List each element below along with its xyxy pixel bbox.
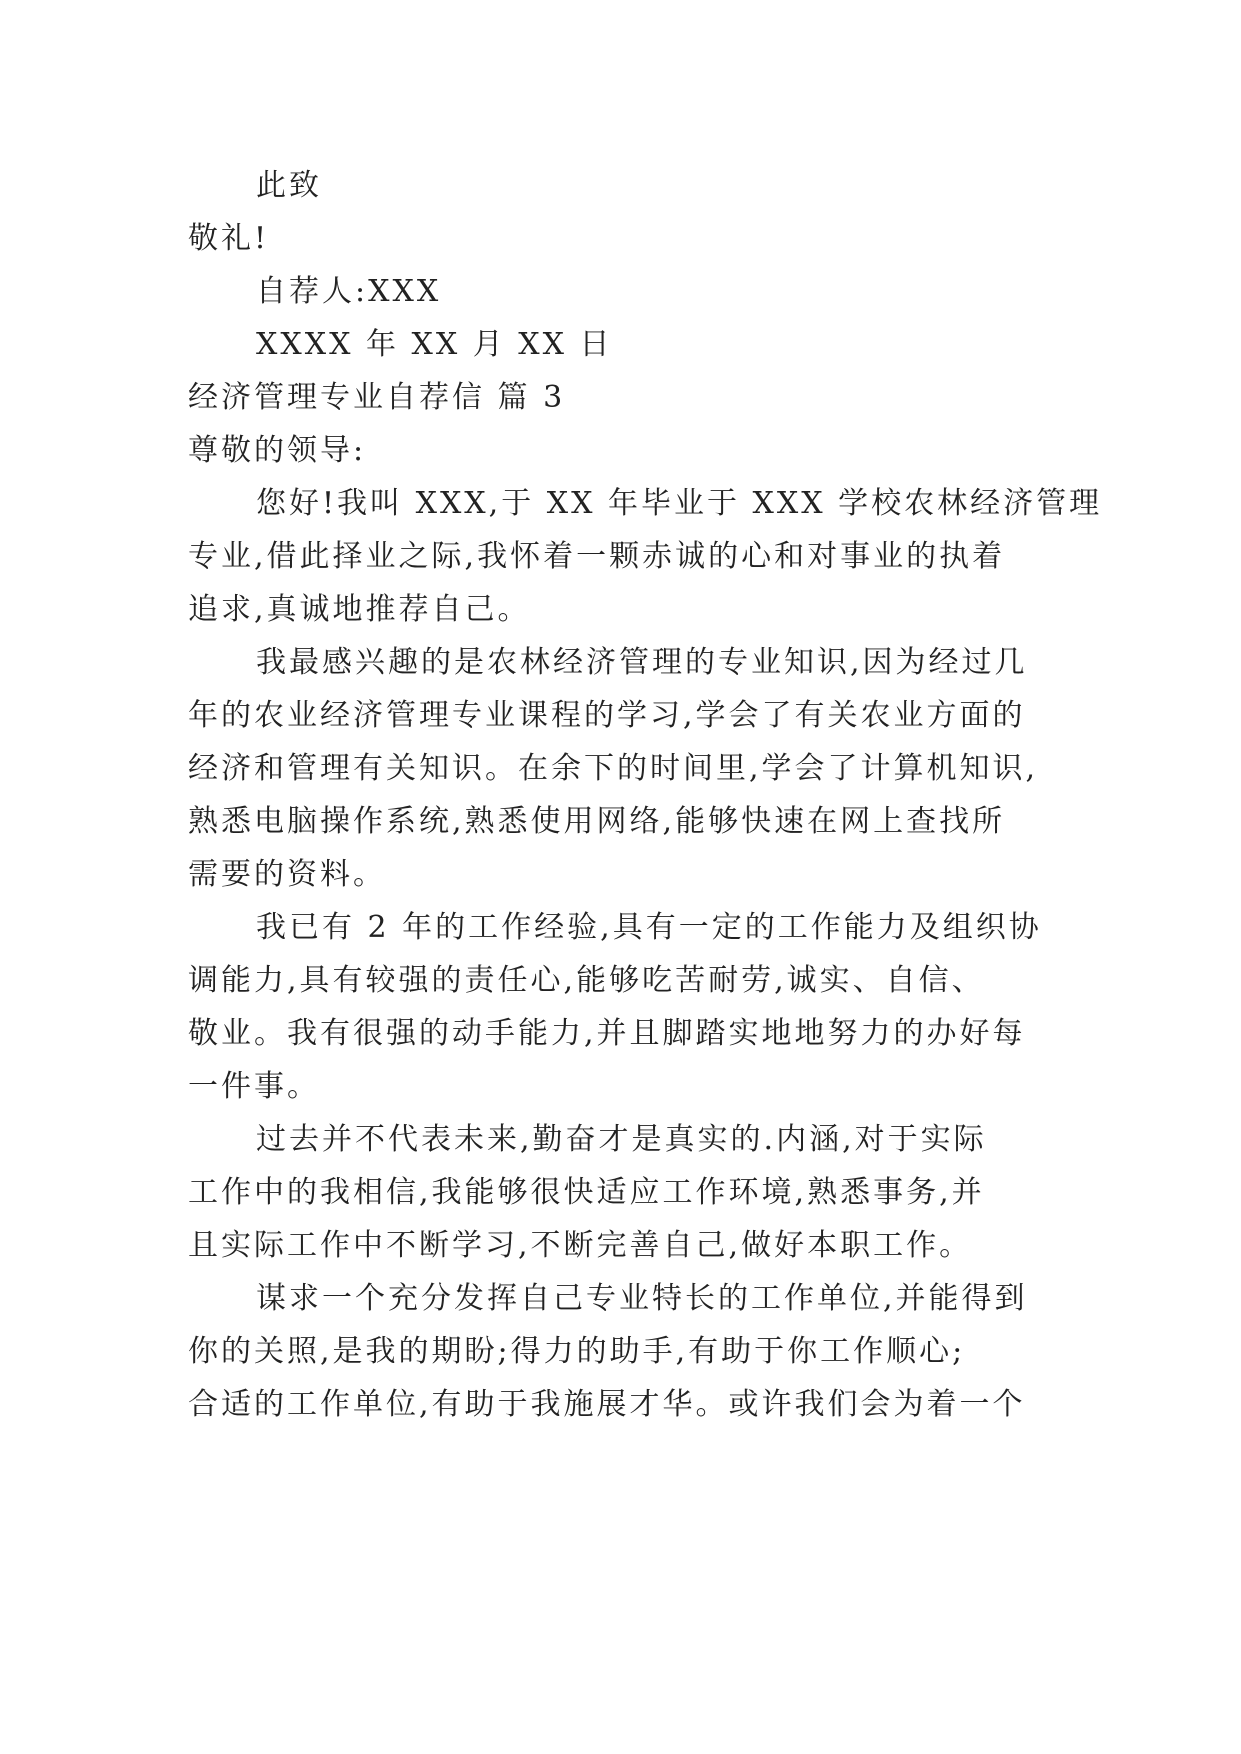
paragraph-line: 经济和管理有关知识。在余下的时间里,学会了计算机知识, <box>188 751 1039 786</box>
paragraph-line: 我最感兴趣的是农林经济管理的专业知识,因为经过几 <box>256 645 1028 680</box>
paragraph-line: 一件事。 <box>188 1069 320 1104</box>
paragraph-line: 合适的工作单位,有助于我施展才华。或许我们会为着一个 <box>188 1387 1026 1422</box>
paragraph-line: 过去并不代表未来,勤奋才是真实的.内涵,对于实际 <box>256 1122 987 1157</box>
section-heading: 经济管理专业自荐信 篇 3 <box>188 380 566 415</box>
paragraph-line: 我已有 2 年的工作经验,具有一定的工作能力及组织协 <box>256 910 1042 945</box>
paragraph-line: 熟悉电脑操作系统,熟悉使用网络,能够快速在网上查找所 <box>188 804 1006 839</box>
paragraph-line: 专业,借此择业之际,我怀着一颗赤诚的心和对事业的执着 <box>188 539 1006 574</box>
paragraph-line: 你的关照,是我的期盼;得力的助手,有助于你工作顺心; <box>188 1334 966 1369</box>
paragraph-line: 调能力,具有较强的责任心,能够吃苦耐劳,诚实、自信、 <box>188 963 985 998</box>
signer-line: 自荐人:XXX <box>256 274 442 309</box>
paragraph-line: 谋求一个充分发挥自己专业特长的工作单位,并能得到 <box>256 1281 1028 1316</box>
paragraph-line: 需要的资料。 <box>188 857 386 892</box>
paragraph-line: 追求,真诚地推荐自己。 <box>188 592 531 627</box>
paragraph-line: 且实际工作中不断学习,不断完善自己,做好本职工作。 <box>188 1228 973 1263</box>
paragraph-line: 敬业。我有很强的动手能力,并且脚踏实地地努力的办好每 <box>188 1016 1026 1051</box>
greeting-line: 尊敬的领导: <box>188 433 367 468</box>
closing-salutation: 此致 <box>256 168 322 203</box>
closing-regards: 敬礼! <box>188 221 270 256</box>
paragraph-line: 工作中的我相信,我能够很快适应工作环境,熟悉事务,并 <box>188 1175 985 1210</box>
paragraph-line: 您好!我叫 XXX,于 XX 年毕业于 XXX 学校农林经济管理 <box>256 486 1103 521</box>
paragraph-line: 年的农业经济管理专业课程的学习,学会了有关农业方面的 <box>188 698 1026 733</box>
date-line: XXXX 年 XX 月 XX 日 <box>256 327 613 362</box>
